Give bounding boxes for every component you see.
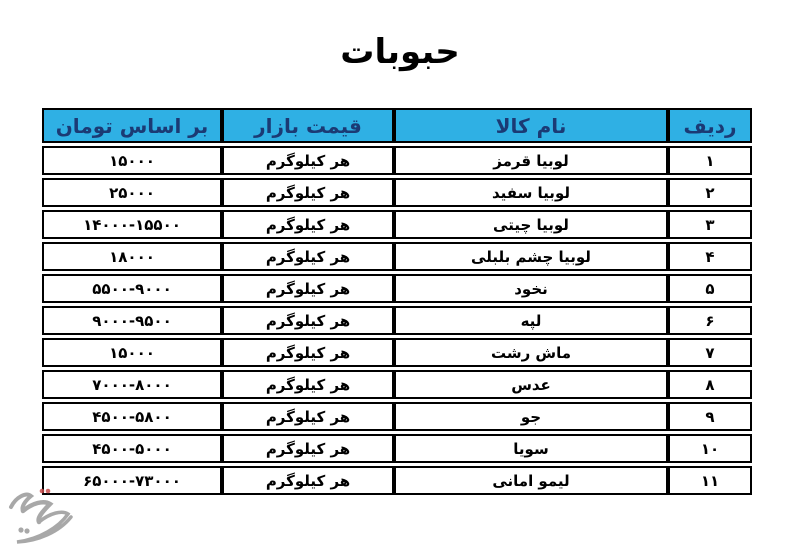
unit-cell: هر کیلوگرم xyxy=(222,274,394,303)
row-number-cell: ۸ xyxy=(668,370,752,399)
unit-cell: هر کیلوگرم xyxy=(222,178,394,207)
unit-cell: هر کیلوگرم xyxy=(222,370,394,399)
item-name-cell: لوبیا سفید xyxy=(394,178,668,207)
table-row xyxy=(42,242,752,271)
row-number-cell: ۱ xyxy=(668,146,752,175)
unit-cell: هر کیلوگرم xyxy=(222,338,394,367)
header-row-number: ردیف xyxy=(668,108,752,143)
item-name-cell: لوبیا چشم بلبلی xyxy=(394,242,668,271)
price-cell: ۱۵۰۰۰ xyxy=(42,146,222,175)
row-number-cell: ۶ xyxy=(668,306,752,335)
unit-cell: هر کیلوگرم xyxy=(222,306,394,335)
item-name-cell: جو xyxy=(394,402,668,431)
header-market-price: قیمت بازار xyxy=(222,108,394,143)
table-header xyxy=(42,108,752,143)
price-cell: ۹۰۰۰-۹۵۰۰ xyxy=(42,306,222,335)
unit-cell: هر کیلوگرم xyxy=(222,466,394,495)
table-row xyxy=(42,370,752,399)
header-item-name: نام کالا xyxy=(394,108,668,143)
unit-cell: هر کیلوگرم xyxy=(222,242,394,271)
table-row xyxy=(42,146,752,175)
header-toman-basis: بر اساس تومان xyxy=(42,108,222,143)
item-name-cell: سویا xyxy=(394,434,668,463)
table-row xyxy=(42,306,752,335)
unit-cell: هر کیلوگرم xyxy=(222,434,394,463)
table-body xyxy=(42,146,752,495)
unit-cell: هر کیلوگرم xyxy=(222,210,394,239)
price-cell: ۶۵۰۰۰-۷۳۰۰۰ xyxy=(42,466,222,495)
row-number-cell: ۳ xyxy=(668,210,752,239)
item-name-cell: ماش رشت xyxy=(394,338,668,367)
price-cell: ۷۰۰۰-۸۰۰۰ xyxy=(42,370,222,399)
price-cell: ۴۵۰۰-۵۸۰۰ xyxy=(42,402,222,431)
row-number-cell: ۲ xyxy=(668,178,752,207)
row-number-cell: ۴ xyxy=(668,242,752,271)
table-row xyxy=(42,274,752,303)
legumes-price-table xyxy=(42,105,752,498)
price-cell: ۱۵۰۰۰ xyxy=(42,338,222,367)
header-row xyxy=(42,108,752,143)
row-number-cell: ۹ xyxy=(668,402,752,431)
price-cell: ۵۵۰۰-۹۰۰۰ xyxy=(42,274,222,303)
item-name-cell: نخود xyxy=(394,274,668,303)
item-name-cell: عدس xyxy=(394,370,668,399)
row-number-cell: ۱۱ xyxy=(668,466,752,495)
row-number-cell: ۷ xyxy=(668,338,752,367)
item-name-cell: لوبیا قرمز xyxy=(394,146,668,175)
table-row xyxy=(42,178,752,207)
price-cell: ۲۵۰۰۰ xyxy=(42,178,222,207)
table-row xyxy=(42,338,752,367)
price-cell: ۱۸۰۰۰ xyxy=(42,242,222,271)
unit-cell: هر کیلوگرم xyxy=(222,402,394,431)
table-row xyxy=(42,466,752,495)
price-cell: ۴۵۰۰-۵۰۰۰ xyxy=(42,434,222,463)
row-number-cell: ۱۰ xyxy=(668,434,752,463)
table-row xyxy=(42,434,752,463)
item-name-cell: لوبیا چیتی xyxy=(394,210,668,239)
tasnim-news-logo xyxy=(4,485,82,551)
page-title: حبوبات xyxy=(340,32,460,72)
table-row xyxy=(42,402,752,431)
unit-cell: هر کیلوگرم xyxy=(222,146,394,175)
price-cell: ۱۴۰۰۰-۱۵۵۰۰ xyxy=(42,210,222,239)
row-number-cell: ۵ xyxy=(668,274,752,303)
item-name-cell: لپه xyxy=(394,306,668,335)
table-row xyxy=(42,210,752,239)
item-name-cell: لیمو امانی xyxy=(394,466,668,495)
